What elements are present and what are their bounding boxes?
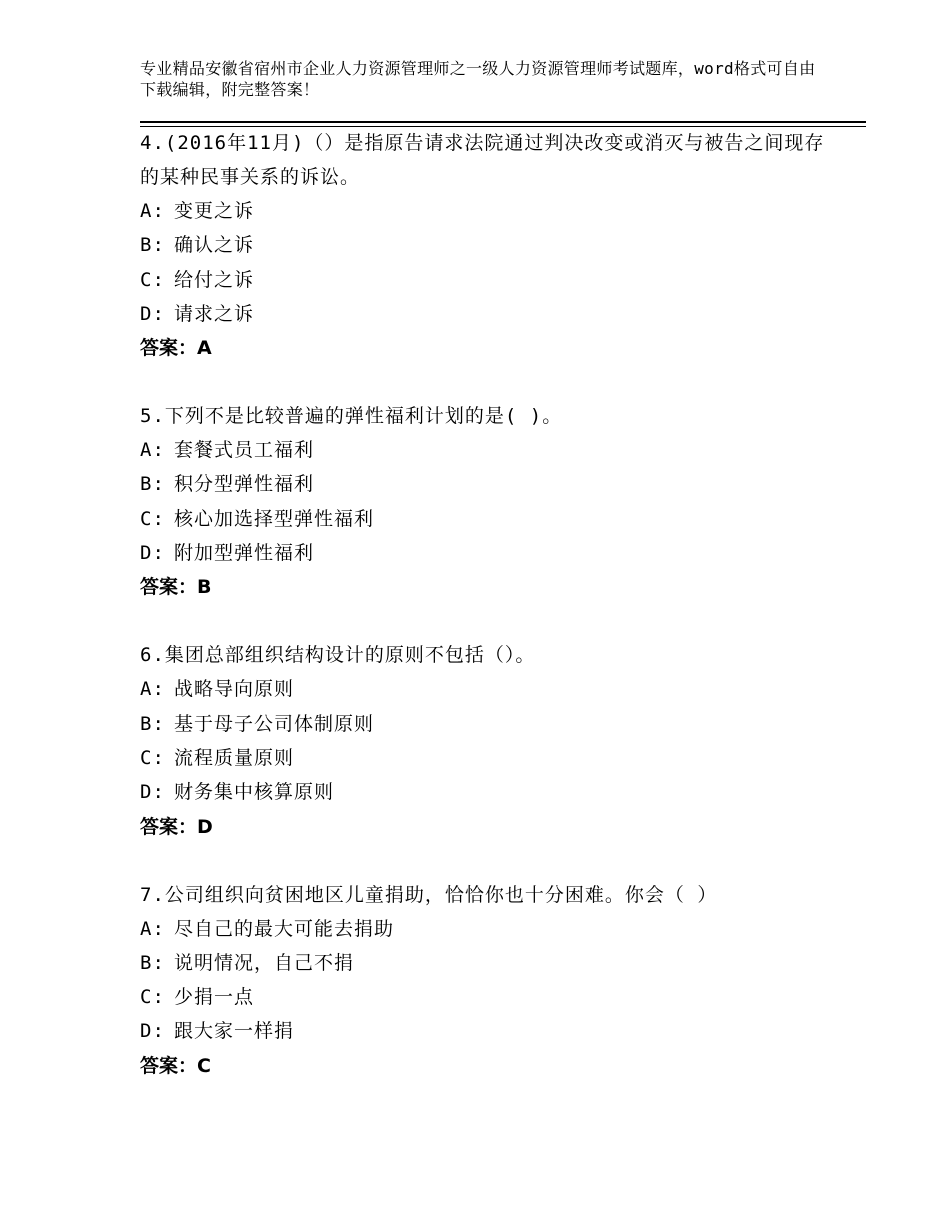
option-letter: C: <box>140 268 165 291</box>
option-c <box>140 980 840 1014</box>
option-text: 流程质量原则 <box>174 746 295 769</box>
option-letter: D: <box>140 1020 165 1043</box>
question-4 <box>140 126 840 365</box>
option-text: 少捐一点 <box>174 986 255 1009</box>
option-letter: A: <box>140 678 165 701</box>
answer-line: 答案：C <box>140 1054 211 1077</box>
answer-line: 答案：B <box>140 576 212 599</box>
option-letter: A: <box>140 200 165 222</box>
option-b <box>140 467 840 501</box>
option-letter: A: <box>140 439 165 462</box>
option-letter: C: <box>140 746 165 769</box>
option-letter: B: <box>140 951 165 974</box>
option-letter: D: <box>140 542 165 565</box>
option-b <box>140 946 840 980</box>
option-letter: C: <box>140 507 165 530</box>
option-text: 请求之诉 <box>174 302 255 325</box>
option-letter: D: <box>140 781 165 804</box>
answer-line: 答案：D <box>140 815 213 838</box>
document-header: 专业精品安徽省宿州市企业人力资源管理师之一级人力资源管理师考试题库，word格式可自由下载编辑，附完整答案！ <box>140 59 816 99</box>
option-text: 积分型弹性福利 <box>174 473 315 496</box>
question-stem: 6.集团总部组织结构设计的原则不包括（）。 <box>140 644 536 667</box>
question-stem: 4.(2016年11月)（）是指原告请求法院通过判决改变或消灭与被告之间现存的某种民事关系的诉讼。 <box>140 132 825 188</box>
option-letter: C: <box>140 986 165 1009</box>
option-d <box>140 536 840 570</box>
question-spacer <box>140 844 840 878</box>
question-5 <box>140 399 840 604</box>
option-letter: D: <box>140 302 165 325</box>
option-text: 套餐式员工福利 <box>174 439 315 462</box>
question-spacer <box>140 365 840 399</box>
question-stem: 7.公司组织向贫困地区儿童捐助，恰恰你也十分困难。你会（ ） <box>140 883 718 906</box>
option-text: 尽自己的最大可能去捐助 <box>174 917 395 940</box>
option-b <box>140 707 840 741</box>
header-divider-thick <box>140 121 866 123</box>
option-text: 核心加选择型弹性福利 <box>174 507 375 530</box>
question-stem: 5.下列不是比较普遍的弹性福利计划的是( )。 <box>140 405 563 428</box>
option-b <box>140 228 840 262</box>
option-c <box>140 741 840 775</box>
option-text: 确认之诉 <box>174 234 255 257</box>
option-text: 说明情况，自己不捐 <box>174 951 355 974</box>
option-c <box>140 263 840 297</box>
option-c <box>140 502 840 536</box>
question-6 <box>140 638 840 843</box>
option-letter: A: <box>140 917 165 940</box>
option-letter: B: <box>140 712 165 735</box>
option-a <box>140 912 840 946</box>
option-text: 附加型弹性福利 <box>174 542 315 565</box>
option-letter: B: <box>140 234 165 257</box>
option-a <box>140 433 840 467</box>
option-d <box>140 297 840 331</box>
option-d <box>140 1014 840 1048</box>
option-text: 给付之诉 <box>174 268 255 291</box>
option-text: 变更之诉 <box>174 200 255 222</box>
question-list <box>140 126 840 1083</box>
question-spacer <box>140 604 840 638</box>
question-7 <box>140 878 840 1083</box>
option-text: 战略导向原则 <box>174 678 295 701</box>
option-a <box>140 194 840 228</box>
option-d <box>140 775 840 809</box>
option-letter: B: <box>140 473 165 496</box>
option-text: 基于母子公司体制原则 <box>174 712 375 735</box>
answer-line: 答案：A <box>140 337 212 360</box>
option-text: 跟大家一样捐 <box>174 1020 295 1043</box>
option-a <box>140 672 840 706</box>
option-text: 财务集中核算原则 <box>174 781 335 804</box>
